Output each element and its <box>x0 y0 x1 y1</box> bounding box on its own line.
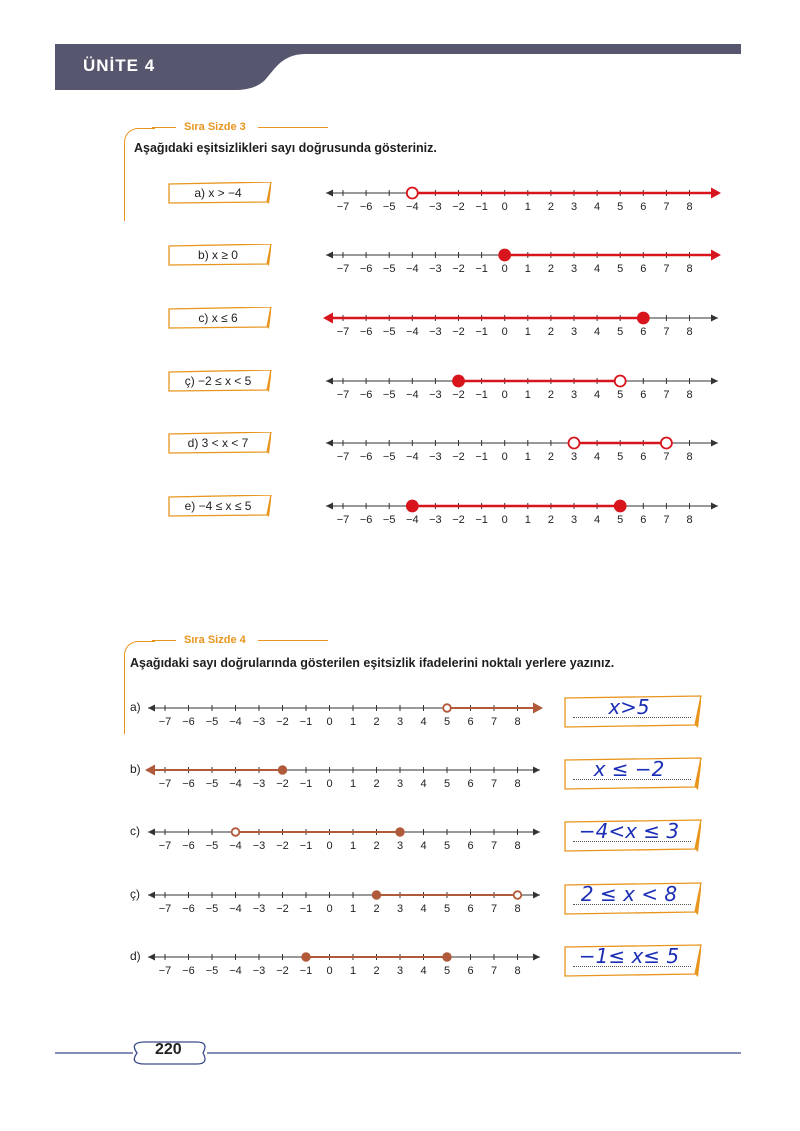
axis-arrow-left <box>148 954 155 961</box>
tick-label: −6 <box>359 263 373 275</box>
tick-label: −1 <box>475 263 488 275</box>
tick-label: 1 <box>524 451 531 463</box>
tick-label: 5 <box>617 389 624 401</box>
inequality-label-text: ç) −2 ≤ x < 5 <box>184 374 252 388</box>
tick-label: −1 <box>475 514 488 526</box>
tick-label: −3 <box>429 451 442 463</box>
tick-label: 5 <box>617 201 624 213</box>
handwritten-answer: x ≤ −2 <box>593 757 665 781</box>
tick-label: 1 <box>349 840 357 852</box>
tick-label: 6 <box>467 965 474 977</box>
tick-label: −6 <box>359 326 373 338</box>
tick-label: 5 <box>443 903 451 915</box>
closed-endpoint-dot <box>302 953 310 961</box>
tick-label: −1 <box>299 903 313 915</box>
tick-label: 4 <box>594 326 601 338</box>
tick-label: 5 <box>617 451 624 463</box>
tick-label: −7 <box>158 716 172 728</box>
axis-arrow-right <box>533 829 540 836</box>
tick-label: 4 <box>594 514 601 526</box>
tick-label: 4 <box>420 716 427 728</box>
tick-label: 6 <box>467 903 474 915</box>
tick-label: −5 <box>205 965 219 977</box>
tick-label: 5 <box>617 326 624 338</box>
tick-label: −2 <box>452 514 465 526</box>
tick-label: −1 <box>475 389 488 401</box>
page-number: 220 <box>155 1041 182 1058</box>
tick-label: 8 <box>686 389 693 401</box>
tick-label: 0 <box>501 263 508 275</box>
tick-label: 4 <box>420 840 427 852</box>
tick-label: −7 <box>158 778 172 790</box>
tick-label: −3 <box>429 514 442 526</box>
inequality-label-text: c) x ≤ 6 <box>198 311 238 325</box>
tick-label: −2 <box>452 389 465 401</box>
tick-label: −2 <box>276 965 289 977</box>
unit-title: ÜNİTE 4 <box>83 56 156 75</box>
tick-label: 2 <box>373 903 380 915</box>
tick-label: −5 <box>382 451 396 463</box>
tick-label: −4 <box>406 201 419 213</box>
tick-label: 4 <box>594 389 601 401</box>
tick-label: 2 <box>547 201 554 213</box>
tick-label: 2 <box>547 263 554 275</box>
tick-label: −4 <box>229 965 242 977</box>
tick-label: −6 <box>182 903 195 915</box>
tick-label: −1 <box>299 840 313 852</box>
inequality-label-text: d) 3 < x < 7 <box>187 436 249 450</box>
tick-label: 7 <box>663 326 670 338</box>
tick-label: 4 <box>594 451 601 463</box>
tick-label: 2 <box>547 451 554 463</box>
tick-label: 5 <box>617 514 624 526</box>
tick-label: −5 <box>205 778 219 790</box>
interval-arrow-right <box>533 703 543 714</box>
tick-label: −7 <box>336 389 350 401</box>
tick-label: 8 <box>686 263 693 275</box>
tick-label: −3 <box>252 840 266 852</box>
tick-label: 0 <box>326 778 333 790</box>
tick-label: 3 <box>396 903 404 915</box>
tick-label: −6 <box>359 514 373 526</box>
section4-instruction: Aşağıdaki sayı doğrularında gösterilen eşitsizlik ifadelerini noktalı yerlere yazınız. <box>130 656 615 670</box>
tick-label: −4 <box>229 903 242 915</box>
axis-arrow-right <box>533 954 540 961</box>
tick-label: 7 <box>663 201 670 213</box>
tick-label: 6 <box>640 389 647 401</box>
tick-label: 3 <box>396 840 404 852</box>
tick-label: 3 <box>570 326 578 338</box>
closed-endpoint-dot <box>279 766 287 774</box>
tick-label: −5 <box>205 716 219 728</box>
open-endpoint-circle <box>232 828 240 836</box>
tick-label: 8 <box>514 716 521 728</box>
row-letter: a) <box>130 700 141 714</box>
inequality-label-text: e) −4 ≤ x ≤ 5 <box>184 499 252 513</box>
tick-label: 5 <box>617 263 624 275</box>
tick-label: −4 <box>229 778 242 790</box>
tick-label: −7 <box>158 840 172 852</box>
tick-label: 0 <box>326 903 333 915</box>
tick-label: 7 <box>663 451 670 463</box>
tick-label: 0 <box>326 965 333 977</box>
tick-label: −1 <box>475 201 488 213</box>
tick-label: 6 <box>467 716 474 728</box>
inequality-label-text: b) x ≥ 0 <box>198 248 238 262</box>
tick-label: 7 <box>663 263 670 275</box>
tick-label: 4 <box>420 778 427 790</box>
tick-label: −2 <box>452 201 465 213</box>
tick-label: −1 <box>299 716 313 728</box>
tick-label: −6 <box>182 778 195 790</box>
tick-label: −3 <box>429 326 442 338</box>
tick-label: 7 <box>663 389 670 401</box>
tick-label: −6 <box>359 201 373 213</box>
tick-label: 8 <box>514 965 521 977</box>
closed-endpoint-dot <box>443 953 451 961</box>
tick-label: −3 <box>429 389 442 401</box>
tick-label: 0 <box>501 514 508 526</box>
handwritten-answer: 2 ≤ x < 8 <box>580 882 678 906</box>
tick-label: −2 <box>276 716 289 728</box>
tick-label: −7 <box>336 201 350 213</box>
tick-label: 5 <box>443 840 451 852</box>
tick-label: 2 <box>373 716 380 728</box>
tick-label: −6 <box>182 840 195 852</box>
tick-label: −4 <box>406 451 419 463</box>
handwritten-answer: −4<x ≤ 3 <box>578 819 680 843</box>
open-endpoint-circle <box>514 891 522 899</box>
tick-label: −7 <box>336 263 350 275</box>
row-letter: c) <box>130 824 140 838</box>
axis-arrow-left <box>148 829 155 836</box>
tick-label: 4 <box>420 965 427 977</box>
tick-label: 8 <box>686 451 693 463</box>
tick-label: 8 <box>686 514 693 526</box>
tick-label: −5 <box>382 514 396 526</box>
tick-label: −4 <box>406 389 419 401</box>
tick-label: −5 <box>382 389 396 401</box>
tick-label: −3 <box>252 903 266 915</box>
tick-label: 7 <box>490 778 498 790</box>
tick-label: 2 <box>547 326 554 338</box>
tick-label: −2 <box>452 451 465 463</box>
tick-label: −1 <box>299 965 313 977</box>
row-letter: b) <box>130 762 141 776</box>
tick-label: −7 <box>158 903 172 915</box>
inequality-label-text: a) x > −4 <box>194 186 242 200</box>
tick-label: 7 <box>663 514 670 526</box>
tick-label: −7 <box>336 514 350 526</box>
tick-label: 2 <box>373 965 380 977</box>
interval-arrow-left <box>145 765 155 776</box>
tick-label: −3 <box>429 201 442 213</box>
tick-label: −2 <box>276 778 289 790</box>
tick-label: 6 <box>640 263 647 275</box>
row-letter: ç) <box>130 887 140 901</box>
tick-label: −2 <box>276 903 289 915</box>
tick-label: 6 <box>467 840 474 852</box>
tick-label: 1 <box>524 326 531 338</box>
tick-label: 7 <box>490 903 498 915</box>
tick-label: −6 <box>182 965 195 977</box>
section4-title: Sıra Sizde 4 <box>184 634 246 646</box>
tick-label: −5 <box>382 201 396 213</box>
page-footer <box>55 1038 741 1068</box>
row-letter: d) <box>130 949 141 963</box>
tick-label: 3 <box>396 965 404 977</box>
tick-label: −5 <box>382 263 396 275</box>
open-endpoint-circle <box>443 704 451 712</box>
tick-label: 1 <box>524 389 531 401</box>
tick-label: 3 <box>570 451 578 463</box>
section3-title: Sıra Sizde 3 <box>184 121 246 133</box>
tick-label: −3 <box>429 263 442 275</box>
tick-label: 4 <box>594 201 601 213</box>
tick-label: 3 <box>396 778 404 790</box>
tick-label: 5 <box>443 965 451 977</box>
tick-label: 4 <box>594 263 601 275</box>
tick-label: −4 <box>406 514 419 526</box>
tick-label: 3 <box>570 389 578 401</box>
tick-label: 2 <box>547 389 554 401</box>
tick-label: 1 <box>349 965 357 977</box>
tick-label: 1 <box>524 263 531 275</box>
tick-label: 1 <box>524 201 531 213</box>
tick-label: −6 <box>359 451 373 463</box>
tick-label: 0 <box>501 201 508 213</box>
tick-label: −7 <box>336 451 350 463</box>
tick-label: 6 <box>640 451 647 463</box>
tick-label: −4 <box>406 326 419 338</box>
tick-label: −3 <box>252 965 266 977</box>
tick-label: 7 <box>490 716 498 728</box>
tick-label: 3 <box>570 263 578 275</box>
handwritten-answer: x>5 <box>608 695 650 719</box>
tick-label: 8 <box>514 903 521 915</box>
tick-label: 7 <box>490 965 498 977</box>
tick-label: 2 <box>547 514 554 526</box>
tick-label: 4 <box>420 903 427 915</box>
closed-endpoint-dot <box>373 891 381 899</box>
tick-label: −3 <box>252 716 266 728</box>
axis-arrow-left <box>148 705 155 712</box>
tick-label: 8 <box>514 840 521 852</box>
tick-label: 6 <box>640 326 647 338</box>
tick-label: −3 <box>252 778 266 790</box>
tick-label: −5 <box>205 840 219 852</box>
tick-label: −1 <box>299 778 313 790</box>
tick-label: 5 <box>443 716 451 728</box>
tick-label: −6 <box>359 389 373 401</box>
tick-label: −4 <box>406 263 419 275</box>
tick-label: 6 <box>640 201 647 213</box>
tick-label: 6 <box>467 778 474 790</box>
tick-label: 8 <box>686 326 693 338</box>
tick-label: 7 <box>490 840 498 852</box>
tick-label: 8 <box>686 201 693 213</box>
axis-arrow-right <box>533 892 540 899</box>
handwritten-answer: −1≤ x≤ 5 <box>578 944 680 968</box>
tick-label: 1 <box>349 778 357 790</box>
tick-label: −2 <box>276 840 289 852</box>
closed-endpoint-dot <box>396 828 404 836</box>
tick-label: −2 <box>452 326 465 338</box>
tick-label: 1 <box>524 514 531 526</box>
tick-label: 0 <box>326 716 333 728</box>
tick-label: 3 <box>570 514 578 526</box>
tick-label: −6 <box>182 716 195 728</box>
tick-label: 0 <box>501 389 508 401</box>
tick-label: 3 <box>396 716 404 728</box>
tick-label: 3 <box>570 201 578 213</box>
tick-label: 0 <box>326 840 333 852</box>
tick-label: 1 <box>349 716 357 728</box>
tick-label: 1 <box>349 903 357 915</box>
tick-label: −7 <box>158 965 172 977</box>
axis-arrow-right <box>533 767 540 774</box>
tick-label: 6 <box>640 514 647 526</box>
tick-label: −7 <box>336 326 350 338</box>
tick-label: 0 <box>501 326 508 338</box>
tick-label: −2 <box>452 263 465 275</box>
tick-label: −5 <box>205 903 219 915</box>
axis-arrow-left <box>148 892 155 899</box>
tick-label: −1 <box>475 326 488 338</box>
tick-label: 2 <box>373 840 380 852</box>
tick-label: −4 <box>229 840 242 852</box>
tick-label: −4 <box>229 716 242 728</box>
tick-label: −5 <box>382 326 396 338</box>
tick-label: −1 <box>475 451 488 463</box>
tick-label: 2 <box>373 778 380 790</box>
tick-label: 5 <box>443 778 451 790</box>
tick-label: 8 <box>514 778 521 790</box>
tick-label: 0 <box>501 451 508 463</box>
section3-instruction: Aşağıdaki eşitsizlikleri sayı doğrusunda gösteriniz. <box>134 141 437 155</box>
